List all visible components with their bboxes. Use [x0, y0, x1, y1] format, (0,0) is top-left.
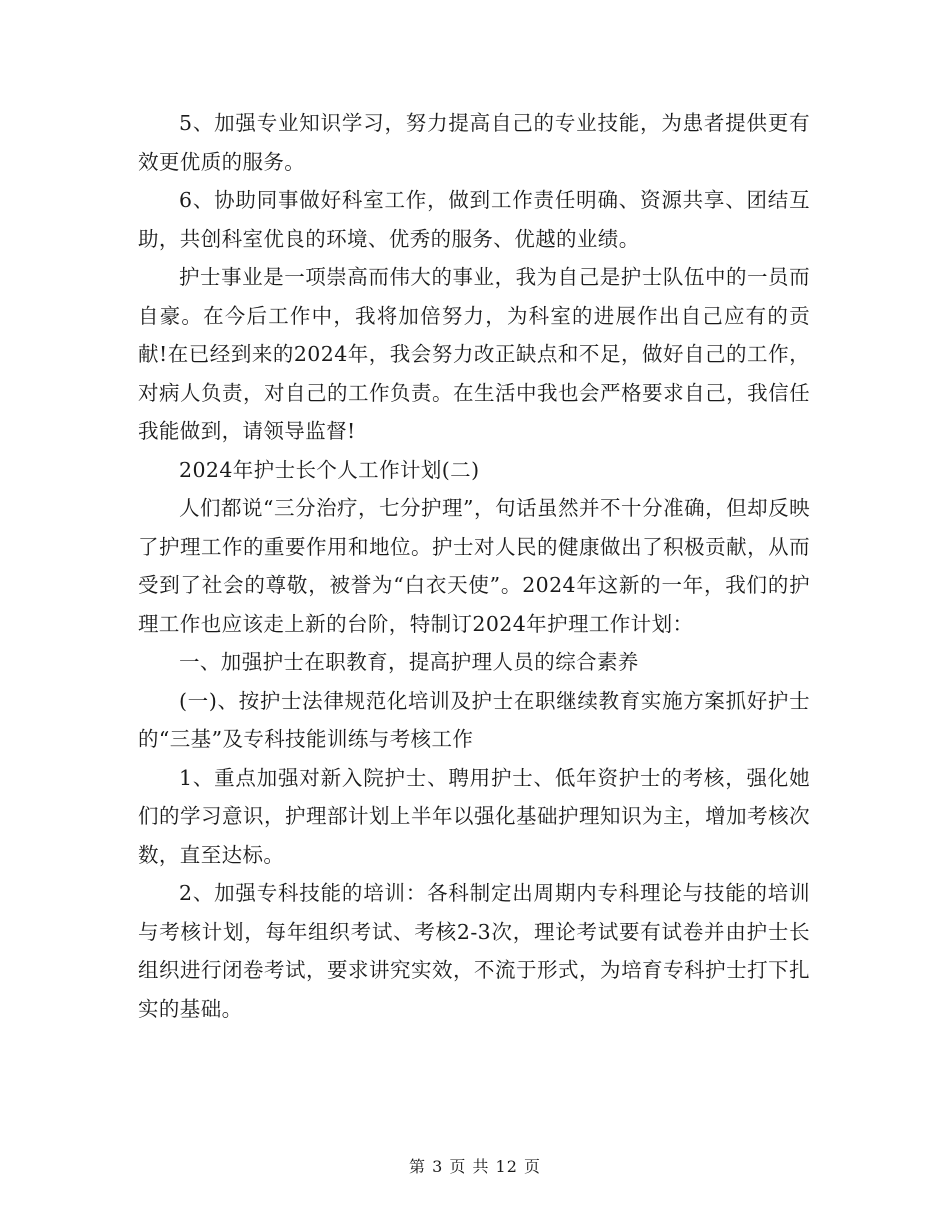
paragraph-list-item-1: 1、重点加强对新入院护士、聘用护士、低年资护士的考核，强化她们的学习意识，护理部计划上半年以强化基础护理知识为主，增加考核次数，直至达标。: [138, 765, 810, 867]
section-title: 2024年护士长个人工作计划(二): [179, 457, 480, 482]
paragraph-item-5: 5、加强专业知识学习，努力提高自己的专业技能，为患者提供更有效更优质的服务。: [138, 111, 810, 174]
document-body: [138, 104, 810, 1028]
paragraph-list-item-2: 2、加强专科技能的培训：各科制定出周期内专科理论与技能的培训与考核计划，每年组织考试、考核2-3次，理论考试要有试卷并由护士长组织进行闭卷考试，要求讲究实效，不流于形式，为培育专科护士打下扎实的基础。: [138, 881, 810, 1021]
paragraph-item-6: 6、协助同事做好科室工作，做到工作责任明确、资源共享、团结互助，共创科室优良的环境、优秀的服务、优越的业绩。: [138, 188, 810, 251]
paragraph-conclusion: 护士事业是一项崇高而伟大的事业，我为自己是护士队伍中的一员而自豪。在今后工作中，我将加倍努力，为科室的进展作出自己应有的贡献!在已经到来的2024年，我会努力改正缺点和不足，做好自己的工作，对病人负责，对自己的工作负责。在生活中我也会严格要求自己，我信任我能做到，请领导监督!: [138, 265, 810, 443]
heading-level-1: 一、加强护士在职教育，提高护理人员的综合素养: [179, 650, 639, 674]
heading-level-2: (一)、按护士法律规范化培训及护士在职继续教育实施方案抓好护士的“三基”及专科技能训练与考核工作: [138, 688, 810, 751]
paragraph-intro: 人们都说“三分治疗，七分护理”，句话虽然并不十分准确，但却反映了护理工作的重要作用和地位。护士对人民的健康做出了积极贡献，从而受到了社会的尊敬，被誉为“白衣天使”。2024年这新的一年，我们的护理工作也应该走上新的台阶，特制订2024年护理工作计划：: [138, 496, 810, 636]
page-number-footer: 第 3 页 共 12 页: [409, 1157, 541, 1176]
